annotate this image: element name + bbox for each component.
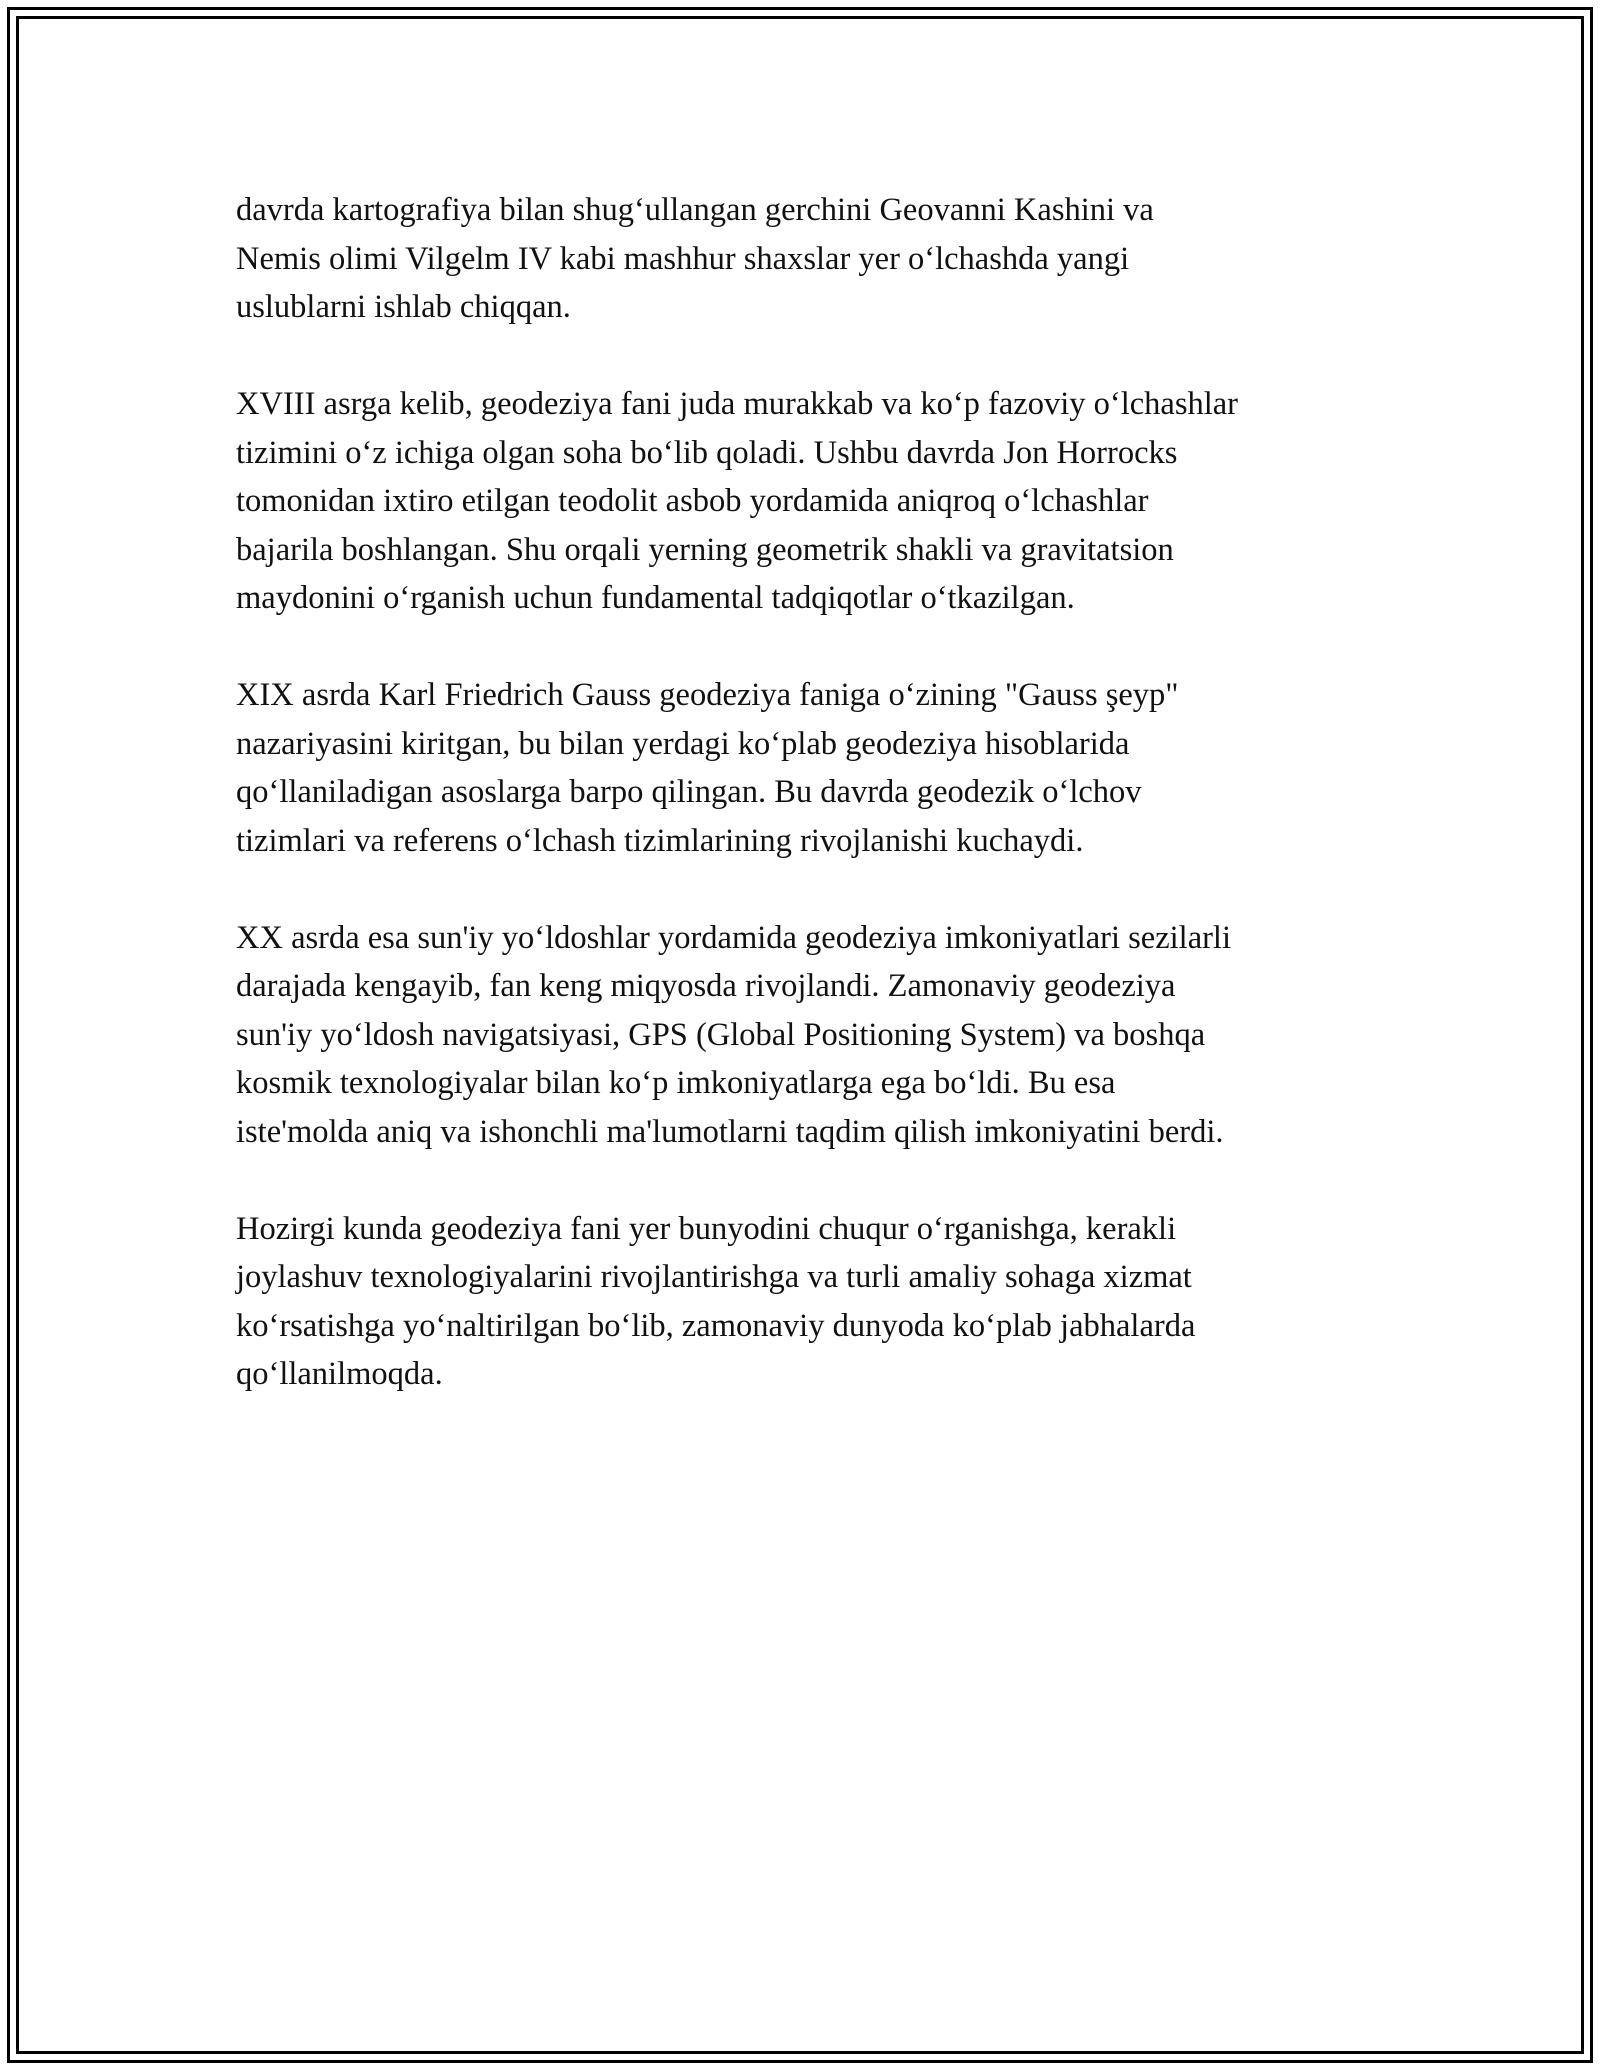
paragraph-5: Hozirgi kunda geodeziya fani yer bunyodini chuqur o‘rganishga, kerakli joylashuv texnologiyalarini rivojlantirishga va turli amaliy sohaga xizmat ko‘rsatishga yo‘naltirilgan bo‘lib, zamonaviy dunyoda ko‘plab jabhalarda qo‘llanilmoqda.	[236, 1210, 1196, 1392]
paragraph-3: XIX asrda Karl Friedrich Gauss geodeziya faniga o‘zining "Gauss şeyp" nazariyasini kiritgan, bu bilan yerdagi ko‘plab geodeziya hisoblarida qo‘llaniladigan asoslarga barpo qilingan. Bu davrda geodezik o‘lchov tizimlari va referens o‘lchash tizimlarining rivojlanishi kuchaydi.	[236, 677, 1179, 859]
paragraph-4: XX asrda esa sun'iy yo‘ldoshlar yordamida geodeziya imkoniyatlari sezilarli darajada kengayib, fan keng miqyosda rivojlandi. Zamonaviy geodeziya sun'iy yo‘ldosh navigatsiyasi, GPS (Global Positioning System) va boshqa kosmik texnologiyalar bilan ko‘p imkoniyatlarga ega bo‘ldi. Bu esa iste'molda aniq va ishonchli ma'lumotlarni taqdim qilish imkoniyatini berdi.	[236, 919, 1231, 1150]
paragraph-1: davrda kartografiya bilan shug‘ullangan gerchini Geovanni Kashini va Nemis olimi Vilgelm IV kabi mashhur shaxslar yer o‘lchashda yangi uslublarni ishlab chiqqan.	[236, 192, 1154, 325]
document-body	[236, 186, 1396, 1447]
paragraph-2: XVIII asrga kelib, geodeziya fani juda murakkab va ko‘p fazoviy o‘lchashlar tizimini o‘z ichiga olgan soha bo‘lib qoladi. Ushbu davrda Jon Horrocks tomonidan ixtiro etilgan teodolit asbob yordamida aniqroq o‘lchashlar bajarila boshlangan. Shu orqali yerning geometrik shakli va gravitatsion maydonini o‘rganish uchun fundamental tadqiqotlar o‘tkazilgan.	[236, 386, 1238, 616]
